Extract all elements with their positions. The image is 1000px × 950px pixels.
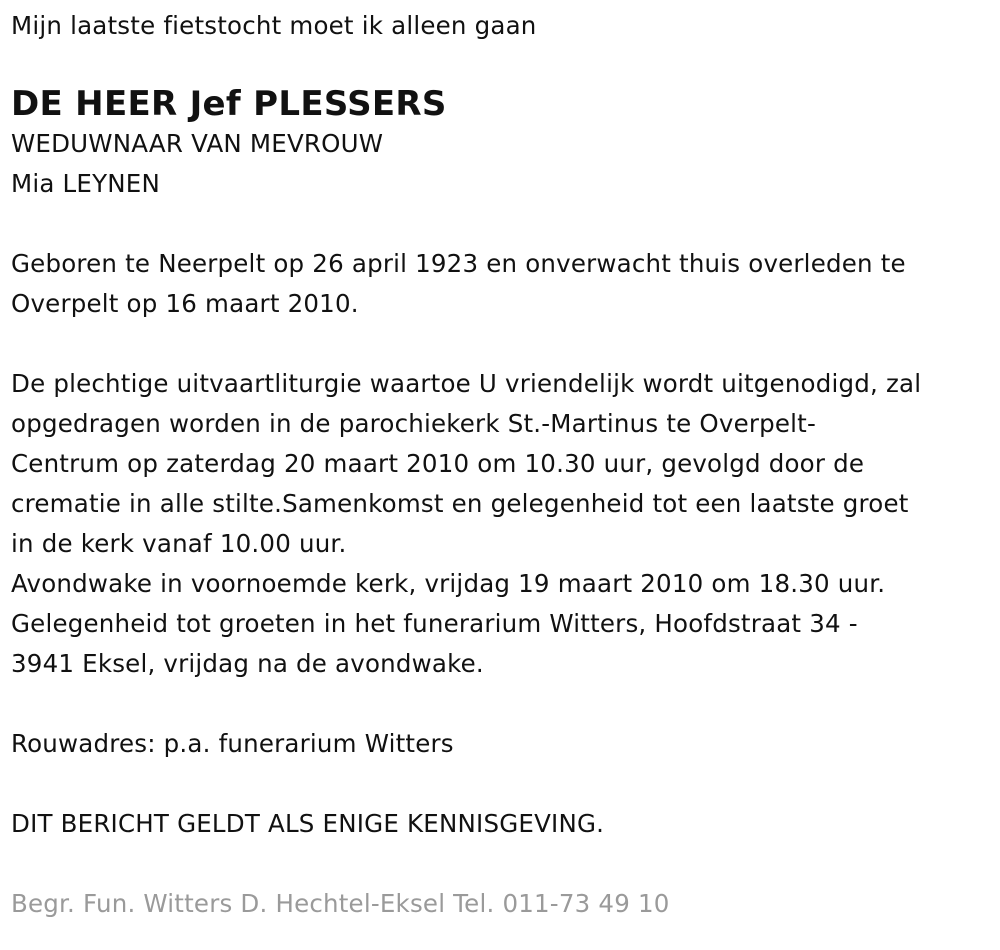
spouse-title: WEDUWNAAR VAN MEVROUW [11,129,384,158]
spacer [11,844,996,884]
funeral-line: opgedragen worden in de parochiekerk St.-Martinus te Overpelt- [11,409,817,438]
closing-statement: DIT BERICHT GELDT ALS ENIGE KENNISGEVING. [11,809,605,838]
birth-death-line: Overpelt op 16 maart 2010. [11,289,359,318]
deceased-name: DE HEER Jef PLESSERS [11,84,447,124]
motto: Mijn laatste fietstocht moet ik alleen gaan [11,11,537,40]
visitation-line: Gelegenheid tot groeten in het funerarium Witters, Hoofdstraat 34 - [11,609,858,638]
spacer [11,324,996,364]
spacer [11,764,996,804]
birth-death-line: Geboren te Neerpelt op 26 april 1923 en onverwacht thuis overleden te [11,249,906,278]
funeral-line: Centrum op zaterdag 20 maart 2010 om 10.30 uur, gevolgd door de [11,449,865,478]
spacer [11,204,996,244]
death-notice [11,6,996,924]
spacer [11,684,996,724]
spouse-name: Mia LEYNEN [11,169,160,198]
mourning-address: Rouwadres: p.a. funerarium Witters [11,729,454,758]
funeral-line: in de kerk vanaf 10.00 uur. [11,529,347,558]
funeral-line: crematie in alle stilte.Samenkomst en gelegenheid tot een laatste groet [11,489,909,518]
visitation-line: 3941 Eksel, vrijdag na de avondwake. [11,649,484,678]
funeral-line: De plechtige uitvaartliturgie waartoe U vriendelijk wordt uitgenodigd, zal [11,369,922,398]
funeral-home-footer: Begr. Fun. Witters D. Hechtel-Eksel Tel. 011-73 49 10 [11,889,670,918]
wake-line: Avondwake in voornoemde kerk, vrijdag 19 maart 2010 om 18.30 uur. [11,569,886,598]
